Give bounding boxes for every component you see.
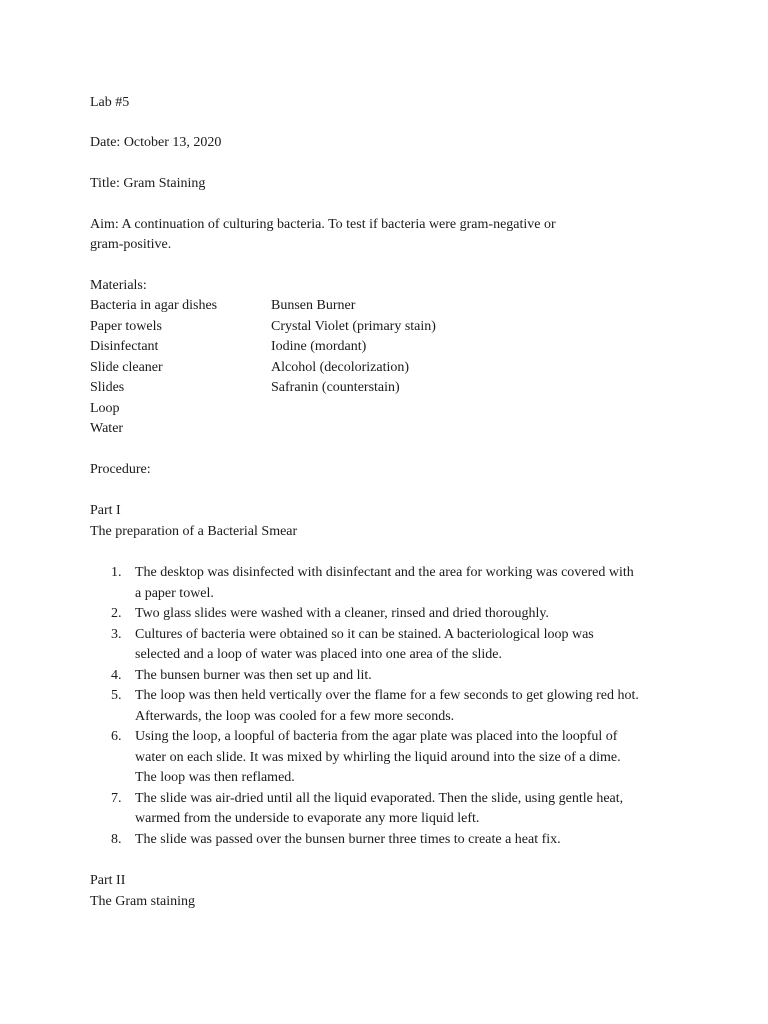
lab-title: Title: Gram Staining — [90, 176, 206, 191]
step-text: water on each slide. It was mixed by whirling the liquid around into the size of a dime. — [135, 749, 621, 765]
material-item: Paper towels — [90, 318, 162, 334]
step-text: Using the loop, a loopful of bacteria from the agar plate was placed into the loopful of — [135, 729, 618, 744]
step-text: The bunsen burner was then set up and lit. — [135, 667, 372, 683]
aim-line-1: Aim: A continuation of culturing bacteria. To test if bacteria were gram-negative or — [90, 217, 556, 232]
material-item: Bacteria in agar dishes — [90, 298, 218, 313]
materials-list — [90, 296, 490, 440]
procedure-step — [90, 604, 690, 625]
step-number: 8. — [111, 831, 122, 847]
materials-row — [90, 337, 490, 358]
step-text: Afterwards, the loop was cooled for a few more seconds. — [135, 708, 455, 724]
step-text: a paper towel. — [135, 585, 214, 601]
procedure-step — [90, 830, 690, 851]
material-item: Slide cleaner — [90, 359, 163, 375]
step-number: 4. — [111, 667, 122, 683]
step-number: 1. — [111, 565, 122, 580]
step-text: The loop was then reflamed. — [135, 770, 295, 785]
material-item: Alcohol (decolorization) — [271, 359, 410, 375]
procedure-step — [90, 727, 690, 789]
materials-row — [90, 378, 490, 399]
procedure-step — [90, 789, 690, 830]
materials-heading: Materials: — [90, 278, 147, 293]
step-text: Cultures of bacteria were obtained so it can be stained. A bacteriological loop was — [135, 626, 594, 642]
procedure-steps — [90, 563, 690, 850]
part-1-label: Part I — [90, 503, 121, 518]
procedure-step — [90, 686, 690, 727]
part-2-title: The Gram staining — [90, 894, 195, 909]
material-item: Safranin (counterstain) — [271, 380, 400, 395]
material-item: Slides — [90, 380, 125, 395]
procedure-step — [90, 563, 690, 604]
step-text: The loop was then held vertically over the flame for a few seconds to get glowing red hot. — [135, 688, 639, 703]
aim-line-2: gram-positive. — [90, 237, 172, 252]
step-number: 2. — [111, 606, 122, 621]
materials-row — [90, 358, 490, 379]
material-item: Loop — [90, 400, 120, 416]
procedure-step — [90, 625, 690, 666]
materials-row — [90, 317, 490, 338]
material-item: Iodine (mordant) — [271, 339, 367, 354]
step-text: warmed from the underside to evaporate any more liquid left. — [135, 811, 480, 826]
step-text: The slide was passed over the bunsen burner three times to create a heat fix. — [135, 831, 561, 847]
step-text: selected and a loop of water was placed into one area of the slide. — [135, 647, 502, 662]
step-number: 3. — [111, 626, 122, 642]
material-item: Bunsen Burner — [271, 298, 356, 313]
procedure-heading: Procedure: — [90, 462, 151, 477]
material-item: Crystal Violet (primary stain) — [271, 318, 436, 334]
step-number: 6. — [111, 729, 122, 744]
materials-row — [90, 419, 490, 440]
part-2-label: Part II — [90, 873, 126, 888]
procedure-step — [90, 666, 690, 687]
materials-row — [90, 296, 490, 317]
lab-date: Date: October 13, 2020 — [90, 135, 222, 150]
lab-number: Lab #5 — [90, 95, 130, 110]
step-text: Two glass slides were washed with a cleaner, rinsed and dried thoroughly. — [135, 606, 549, 621]
material-item: Disinfectant — [90, 339, 159, 354]
part-1-title: The preparation of a Bacterial Smear — [90, 524, 298, 539]
step-number: 5. — [111, 688, 122, 703]
step-number: 7. — [111, 790, 122, 806]
step-text: The slide was air-dried until all the liquid evaporated. Then the slide, using gentle heat, — [135, 790, 624, 806]
step-text: The desktop was disinfected with disinfectant and the area for working was covered with — [135, 565, 634, 580]
materials-row — [90, 399, 490, 420]
material-item: Water — [90, 421, 124, 436]
